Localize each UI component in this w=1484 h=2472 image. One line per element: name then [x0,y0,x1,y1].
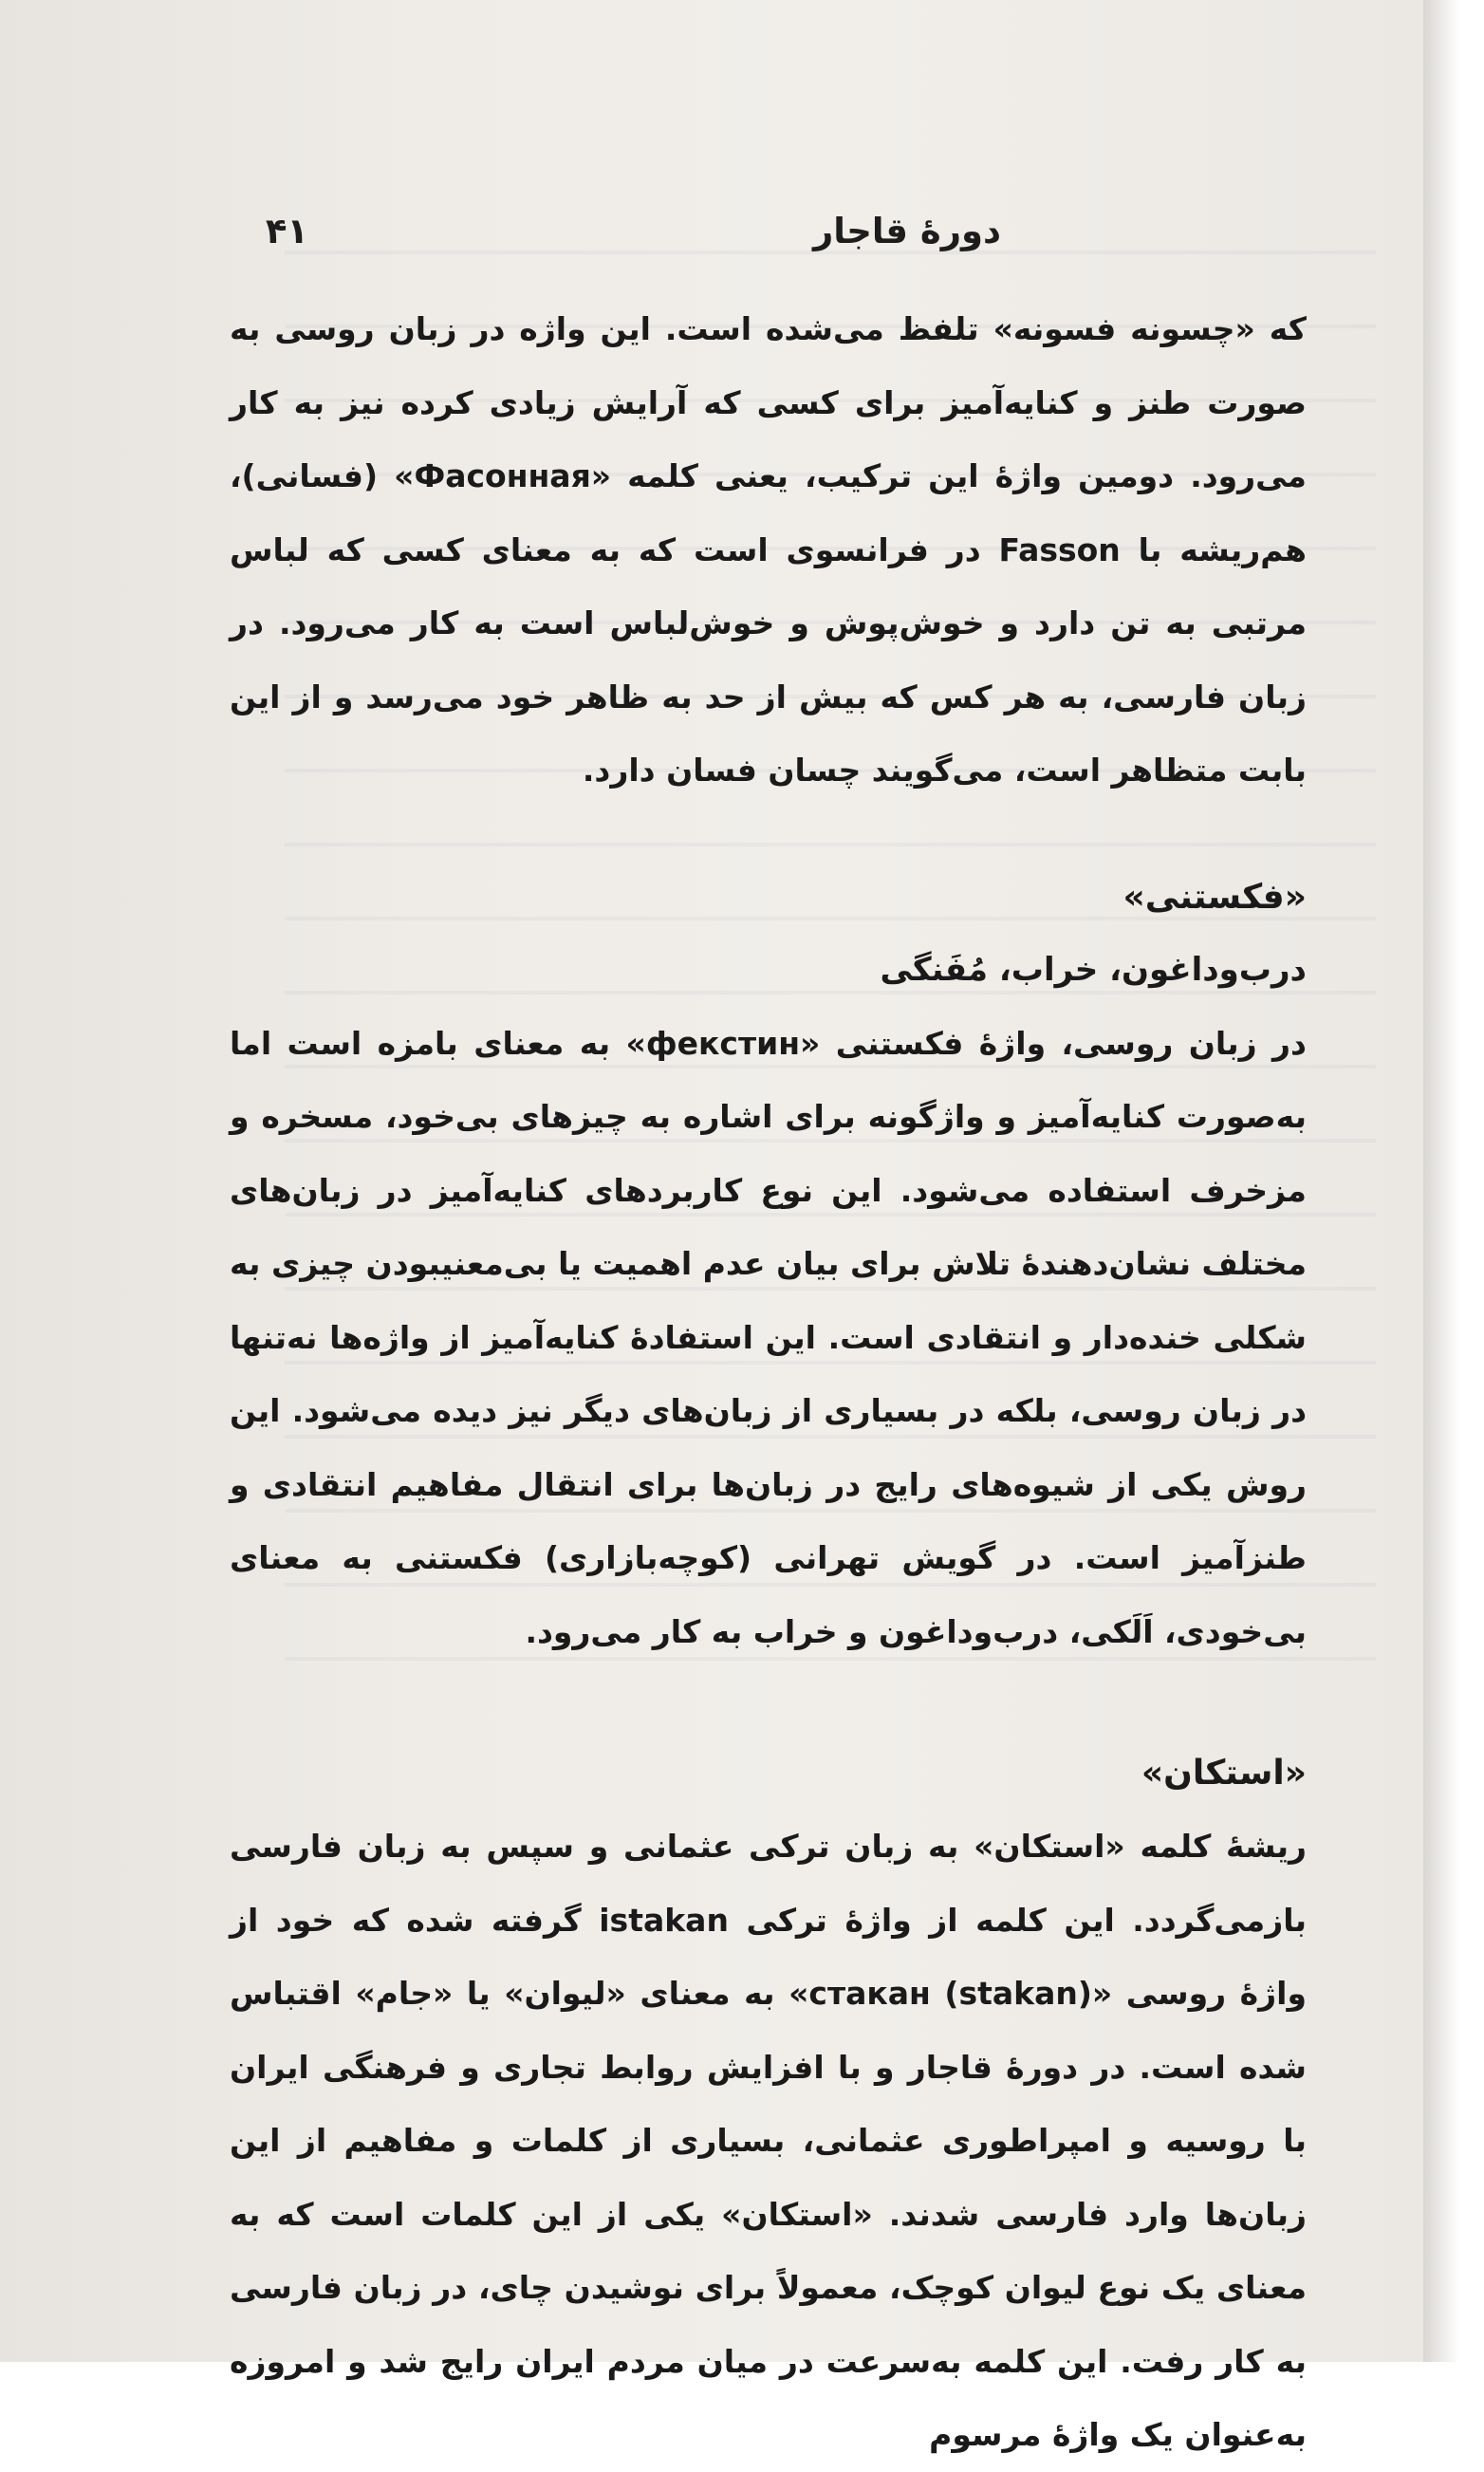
heading-fekasteni: «فکستنی» [1122,877,1307,917]
page-number: ۴۱ [265,211,308,251]
paragraph-fekasteni: در زبان روسی، واژهٔ فکستنی «фекстин» به معنای بامزه است اما به‌صورت کنایه‌آمیز و واژگونه برای اشاره به چیزهای بی‌خود، مسخره و مزخرف استفاده می‌شود. این نوع کاربردهای کنایه‌آمیز در زبان‌های مختلف نشان‌دهندهٔ تلاش برای بیان عدم اهمیت یا بی‌معنیبودن چیزی به شکلی خنده‌دار و انتقادی است. این استفادهٔ کنایه‌آمیز از واژه‌ها نه‌تنها در زبان روسی، بلکه در بسیاری از زبان‌های دیگر نیز دیده می‌شود. این روش یکی از شیوه‌های رایج در زبان‌ها برای انتقال مفاهیم انتقادی و طنزآمیز است. در گویش تهرانی (کوچه‌بازاری) فکستنی به معنای بی‌خودی، اَلَکی، درب‌وداغون و خراب به کار می‌رود. [230,1024,1307,1650]
paragraph-estekan: ریشهٔ کلمه «استکان» به زبان ترکی عثمانی و سپس به زبان فارسی بازمی‌گردد. این کلمه از واژهٔ ترکی istakan گرفته شده که خود از واژهٔ روسی «стакан (stakan)» به معنای «لیوان» یا «جام» اقتباس شده است. در دورهٔ قاجار و با افزایش روابط تجاری و فرهنگی ایران با روسیه و امپراطوری عثمانی، بسیاری از کلمات و مفاهیم از این زبان‌ها وارد فارسی شدند. «استکان» یکی از این کلمات است که به معنای یک نوع لیوان کوچک، معمولاً برای نوشیدن چای، در زبان فارسی به کار رفت. این کلمه به‌سرعت در میان مردم ایران رایج شد و امروزه به‌عنوان یک واژهٔ مرسوم [230,1828,1307,2453]
running-title: دورهٔ قاجار [813,211,1001,251]
page-header [228,211,1305,268]
page-body [230,292,1307,2472]
page-edge [1423,0,1484,2362]
paragraph-chasan-fasan: که «چسونه فسونه» تلفظ می‌شده است. این واژه در زبان روسی به صورت طنز و کنایه‌آمیز برای کسی که آرایش زیادی کرده نیز به کار می‌رود. دومین واژهٔ این ترکیب، یعنی کلمه «Фасонная» (فسانی)، هم‌ریشه با Fasson در فرانسوی است که به معنای کسی که لباس مرتبی به تن دارد و خوش‌پوش و خوش‌لباس است به کار می‌رود. در زبان فارسی، به هر کس که بیش از حد به ظاهر خود می‌رسد و از این بابت متظاهر است، می‌گویند چسان فسان دارد. [230,310,1307,789]
heading-estekan: «استکان» [1141,1754,1307,1793]
subheading-fekasteni: درب‌وداغون، خراب، مُفَنگی [880,950,1307,989]
